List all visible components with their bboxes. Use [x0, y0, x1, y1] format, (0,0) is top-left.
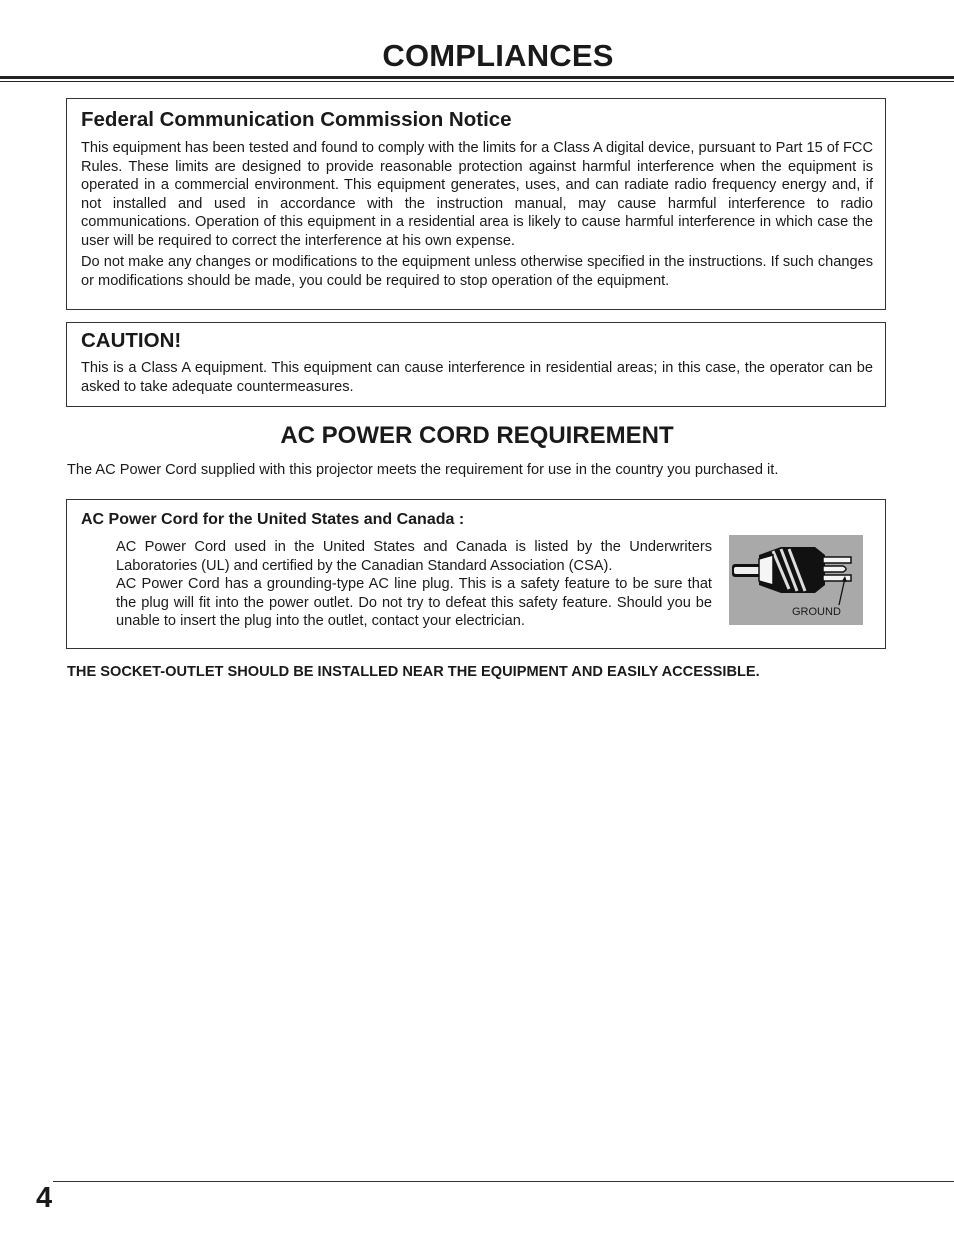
ac-power-cord-heading: AC Power Cord for the United States and Canada :	[81, 511, 465, 528]
caution-heading: CAUTION!	[81, 329, 182, 352]
plug-figure	[729, 535, 863, 625]
page-title: COMPLIANCES	[382, 38, 614, 73]
fcc-notice-box	[66, 98, 886, 310]
socket-outlet-note: THE SOCKET-OUTLET SHOULD BE INSTALLED NEAR THE EQUIPMENT AND EASILY ACCESSIBLE.	[67, 664, 760, 680]
fcc-notice-heading: Federal Communication Commission Notice	[81, 108, 512, 131]
ac-power-section-title: AC POWER CORD REQUIREMENT	[280, 422, 674, 449]
title-rule-thin	[0, 81, 954, 82]
footer-rule	[53, 1181, 954, 1182]
ac-power-cord-paragraph-2: AC Power Cord has a grounding-type AC line plug. This is a safety feature to be sure that the plug will fit into the power outlet. Do not try to defeat this safety feature. Should you be unable to insert the plug into the outlet, contact your electrician.	[116, 576, 712, 630]
fcc-notice-paragraph-1: This equipment has been tested and found to comply with the limits for a Class A digital device, pursuant to Part 15 of FCC Rules. These limits are designed to provide reasonable protection against harmful interference when the equipment is operated in a commercial environment. This equipment generates, uses, and can radiate radio frequency energy and, if not installed and used in accordance with the instruction manual, may cause harmful interference to radio communications. Operation of this equipment in a residential area is likely to cause harmful interference in which case the user will be required to correct the interference at his own expense.	[81, 140, 873, 249]
ac-power-cord-box	[66, 499, 886, 649]
page-number: 4	[36, 1182, 53, 1214]
ac-power-intro: The AC Power Cord supplied with this projector meets the requirement for use in the country you purchased it.	[67, 462, 779, 478]
caution-box	[66, 322, 886, 407]
ground-label: GROUND	[792, 606, 841, 618]
ac-power-cord-paragraph-1: AC Power Cord used in the United States and Canada is listed by the Underwriters Laboratories (UL) and certified by the Canadian Standard Association (CSA).	[116, 539, 712, 574]
fcc-notice-paragraph-2: Do not make any changes or modifications to the equipment unless otherwise specified in the instructions. If such changes or modifications should be made, you could be required to stop operation of the equipment.	[81, 254, 873, 289]
title-rule	[0, 76, 954, 79]
caution-text: This is a Class A equipment. This equipment can cause interference in residential areas; in this case, the operator can be asked to take adequate countermeasures.	[81, 360, 873, 395]
